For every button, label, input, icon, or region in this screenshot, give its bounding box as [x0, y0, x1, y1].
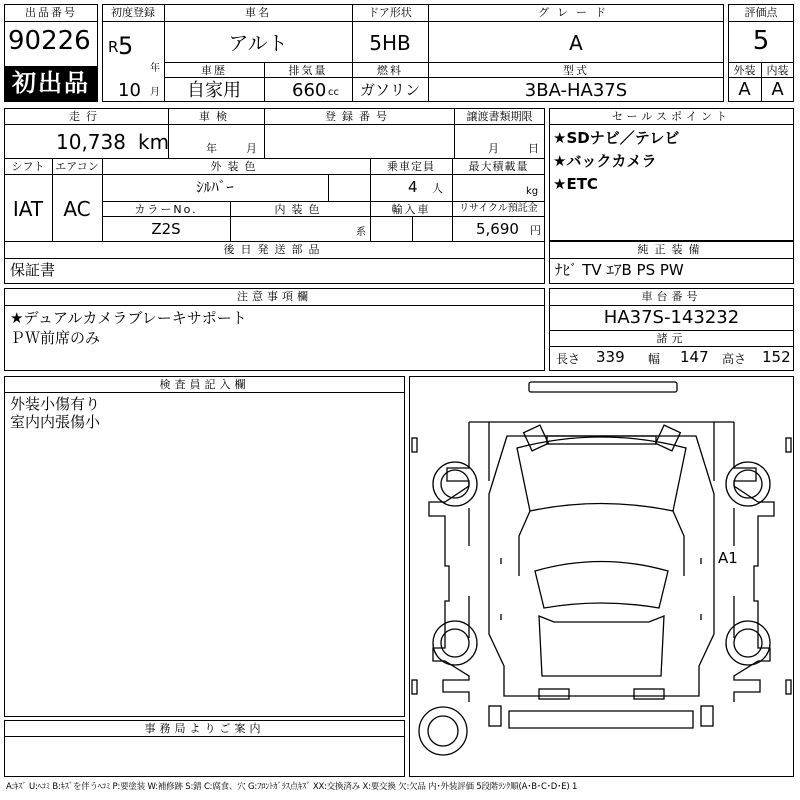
- door-label: ドア形状: [368, 6, 412, 19]
- sales-item: ★SDナビ／テレビ: [553, 129, 680, 147]
- capacity-label: 乗車定員: [387, 160, 435, 173]
- office-label: 事務局よりご案内: [144, 722, 265, 735]
- note-line: ＰＷ前席のみ: [10, 329, 101, 347]
- load-unit: kg: [526, 186, 539, 197]
- ext-score: A: [738, 79, 751, 100]
- inspection-month-unit: 月: [246, 142, 257, 155]
- recycle: 5,690: [476, 220, 519, 238]
- later-label: 後日発送部品: [223, 243, 326, 256]
- model-label: 型式: [563, 64, 589, 77]
- note-line: ★デュアルカメラブレーキサポート: [10, 309, 247, 327]
- reg-label: 初度登録: [111, 6, 155, 19]
- int-score: A: [771, 79, 784, 100]
- colorno: Z2S: [151, 220, 181, 238]
- reg-month: 10: [118, 80, 141, 101]
- dims-label: 諸元: [656, 332, 687, 345]
- fuel: ガソリン: [359, 81, 420, 99]
- recycle-label: リサイクル預託金: [459, 203, 538, 214]
- notes-label: 注意事項欄: [237, 290, 312, 303]
- shift-label: シフト: [11, 160, 45, 173]
- grade-label: グレード: [538, 6, 614, 19]
- color-label: 外装色: [210, 160, 262, 173]
- intcolor-unit: 系: [356, 227, 366, 238]
- equipment: ﾅﾋﾞ TV ｴｱB PS PW: [555, 261, 684, 279]
- mileage-label: 走行: [69, 110, 103, 123]
- colorno-label: カラーNo.: [134, 203, 198, 216]
- inspector-line: 外装小傷有り: [10, 395, 101, 413]
- fuel-label: 燃料: [377, 64, 403, 77]
- carname-label: 車名: [245, 6, 271, 19]
- length-label: 長さ: [556, 352, 581, 366]
- load-label: 最大積載量: [468, 160, 529, 173]
- length: 339: [596, 348, 625, 366]
- lot-number: 90226: [8, 26, 91, 56]
- disp-label: 排気量: [288, 64, 328, 77]
- inspector-label: 検査員記入欄: [159, 378, 250, 391]
- mileage: 10,738: [56, 130, 126, 154]
- lot-label: 出品番号: [25, 6, 77, 19]
- inspector-line: 室内内張傷小: [10, 413, 101, 431]
- int-label: 内装: [766, 64, 789, 77]
- sales-label: セールスポイント: [611, 110, 731, 123]
- sales-item: ★ETC: [553, 175, 598, 193]
- height: 152: [762, 348, 791, 366]
- equipment-label: 純正装備: [637, 243, 706, 256]
- reg-month-unit: 月: [150, 87, 160, 98]
- sales-item: ★バックカメラ: [553, 152, 657, 170]
- later-parts: 保証書: [10, 261, 56, 279]
- damage-mark: A1: [718, 549, 738, 567]
- chassis-label: 車台番号: [641, 290, 702, 303]
- disp-unit: cc: [328, 87, 339, 98]
- score-label: 評価点: [744, 6, 778, 19]
- reg-year-unit: 年: [150, 63, 160, 74]
- disp: 660: [292, 80, 327, 101]
- ac: AC: [63, 197, 91, 221]
- mileage-unit: km: [138, 130, 170, 154]
- regnum-label: 登録番号: [325, 110, 393, 123]
- capacity-unit: 人: [432, 182, 443, 195]
- door: 5HB: [369, 31, 411, 55]
- reg-era: R: [108, 38, 119, 56]
- history-label: 車歴: [201, 64, 227, 77]
- grade: A: [569, 31, 583, 55]
- car-outline: [409, 376, 794, 777]
- transfer-label: 譲渡書類期限: [466, 110, 533, 123]
- score: 5: [752, 26, 770, 56]
- shift: IAT: [12, 197, 44, 221]
- ext-label: 外装: [733, 64, 756, 77]
- import-label: 輸入車: [391, 203, 431, 216]
- intcolor-label: 内装色: [274, 203, 326, 216]
- capacity: 4: [408, 178, 418, 196]
- ac-label: エアコン: [55, 160, 99, 173]
- color: ｼﾙﾊﾞｰ: [196, 178, 234, 196]
- transfer-month-unit: 月: [488, 142, 499, 155]
- width: 147: [680, 348, 709, 366]
- inspection-year-unit: 年: [206, 142, 217, 155]
- carname: アルト: [228, 31, 288, 55]
- height-label: 高さ: [722, 352, 747, 366]
- model: 3BA-HA37S: [524, 80, 628, 101]
- legend: A:ｷｽﾞ U:ﾍｺﾐ B:ｷｽﾞを伴うﾍｺﾐ P:要塗装 W:補修跡 S:錆 C:腐食、穴 G:ﾌﾛﾝﾄｶﾞﾗｽ点ｷｽﾞ XX:交換済み X:要交換 欠:欠品 内･外装評価 5段階ﾗﾝｸ順(A･B･C･D･E) 1: [6, 782, 578, 792]
- first-listing-badge: 初出品: [5, 66, 97, 101]
- transfer-day-unit: 日: [528, 142, 539, 155]
- recycle-unit: 円: [530, 224, 541, 237]
- width-label: 幅: [648, 352, 661, 366]
- chassis-number: HA37S-143232: [603, 307, 740, 328]
- inspection-label: 車検: [199, 110, 233, 123]
- history: 自家用: [187, 80, 241, 101]
- reg-year: 5: [118, 32, 134, 60]
